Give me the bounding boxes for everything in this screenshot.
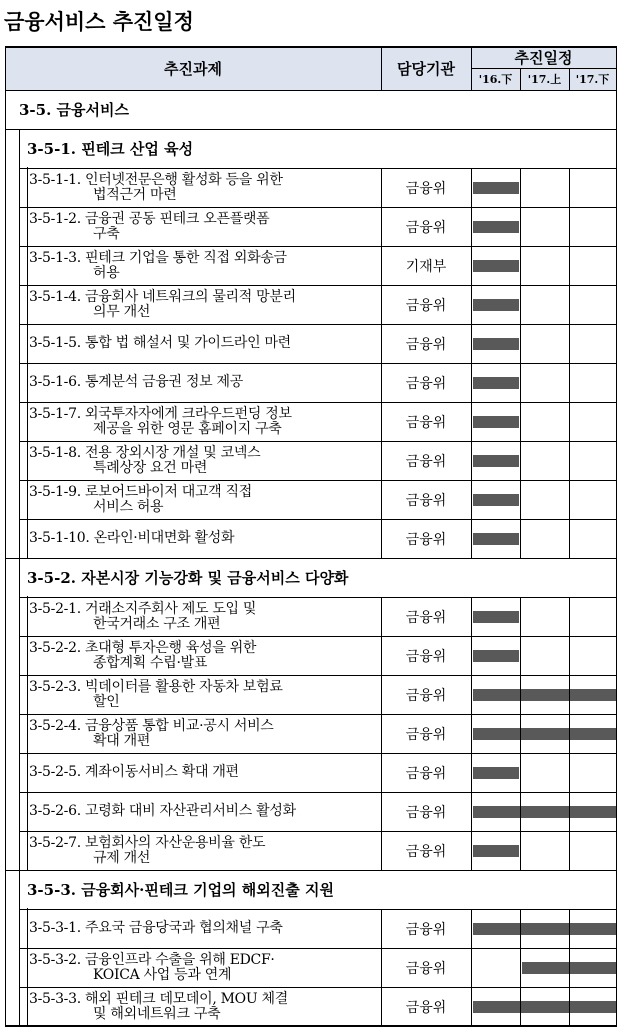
grid-line [19,402,20,441]
grid-line [520,441,521,480]
grid-line [520,675,521,714]
grid-line [27,285,28,324]
grid-line [19,753,20,792]
grid-line [27,636,28,675]
schedule-bar [473,845,519,857]
task-cell [27,987,379,1026]
schedule-bar [473,533,519,545]
grid-line [19,441,617,442]
grid-line [5,1025,617,1027]
grid-line [471,987,472,1026]
agency-cell: 금융위 [405,180,447,197]
grid-line [569,987,570,1026]
task-line: 의무 개선 [93,303,151,320]
grid-line [27,714,28,753]
grid-line [520,909,521,948]
task-line: 3-5-2-7. 보험회사의 자산운용비율 한도 [29,834,266,851]
grid-line [19,441,20,480]
header-task: 추진과제 [5,46,381,90]
grid-line [381,402,382,441]
grid-line [19,519,20,558]
task-line: 한국거래소 구조 개편 [93,615,221,632]
grid-line [381,675,382,714]
schedule-bar [473,455,519,467]
grid-line [19,285,20,324]
agency-cell: 금융위 [405,999,447,1016]
grid-line [471,168,472,207]
grid-line [381,246,382,285]
grid-line [19,363,617,364]
task-cell [27,519,379,558]
grid-line [19,168,617,169]
grid-line [27,324,28,363]
grid-line [520,480,521,519]
task-line: 제공을 위한 영문 홈페이지 구축 [93,420,282,437]
grid-line [381,909,382,948]
task-cell [27,714,379,753]
task-line: 법적근거 마련 [93,186,177,203]
schedule-bar [473,611,519,623]
schedule-table [0,46,620,1032]
grid-line [19,714,617,715]
grid-line [19,363,20,402]
task-line: 및 해외네트워크 구축 [93,1005,221,1022]
grid-line [520,597,521,636]
grid-line [19,246,20,285]
grid-line [520,636,521,675]
grid-line [381,753,382,792]
schedule-bar [473,1001,616,1013]
task-cell [27,909,379,948]
grid-line [19,792,617,793]
grid-line [569,597,570,636]
agency-cell: 금융위 [405,804,447,821]
grid-line [520,246,521,285]
schedule-bar [473,806,616,818]
task-line: 3-5-2-1. 거래소지주회사 제도 도입 및 [29,600,257,617]
grid-line [19,480,20,519]
agency-cell: 금융위 [405,648,447,665]
grid-line [381,597,382,636]
schedule-bar [473,260,519,272]
agency-cell: 금융위 [405,921,447,938]
grid-line [471,324,472,363]
schedule-bar [473,299,519,311]
grid-line [471,68,617,69]
section-heading: 3-5. 금융서비스 [19,101,129,119]
grid-line [520,324,521,363]
grid-line [471,402,472,441]
schedule-bar [473,728,616,740]
header-period: '16.下 [471,68,520,90]
grid-line [19,987,20,1026]
grid-line [520,402,521,441]
grid-line [569,948,570,987]
task-cell [27,441,379,480]
agency-cell: 금융위 [405,453,447,470]
grid-line [27,363,28,402]
schedule-bar [473,923,616,935]
grid-line [381,363,382,402]
grid-line [471,636,472,675]
schedule-bar [473,416,519,428]
grid-line [520,792,521,831]
task-cell [27,207,379,246]
agency-cell: 금융위 [405,843,447,860]
grid-line [19,636,617,637]
grid-line [19,168,20,207]
grid-line [471,831,472,870]
grid-line [5,129,617,130]
agency-cell: 금융위 [405,726,447,743]
task-line: 종합계획 수립·발표 [93,654,208,671]
schedule-bar [473,377,519,389]
grid-line [5,46,6,1026]
grid-line [471,363,472,402]
task-line: 3-5-3-1. 주요국 금융당국과 협의채널 구축 [29,920,283,936]
grid-line [381,168,382,207]
task-line: 3-5-1-6. 통계분석 금융권 정보 제공 [29,374,243,390]
grid-line [381,636,382,675]
task-line: 3-5-3-3. 해외 핀테크 데모데이, MOU 체결 [29,990,288,1007]
grid-line [19,675,617,676]
grid-line [19,285,617,286]
grid-line [471,909,472,948]
grid-line [381,714,382,753]
grid-line [569,168,570,207]
grid-line [381,792,382,831]
grid-line [616,46,617,1026]
grid-line [19,246,617,247]
task-line: 3-5-2-3. 빅데이터를 활용한 자동차 보험료 [29,678,283,695]
grid-line [27,402,28,441]
task-line: 규제 개선 [93,849,151,866]
grid-line [520,285,521,324]
grid-line [27,792,28,831]
grid-line [381,987,382,1026]
task-line: 3-5-2-4. 금융상품 통합 비교·공시 서비스 [29,717,274,734]
grid-line [19,597,20,636]
grid-line [381,441,382,480]
grid-line [569,831,570,870]
grid-line [19,402,617,403]
grid-line [381,831,382,870]
grid-line [19,792,20,831]
grid-line [569,402,570,441]
agency-cell: 금융위 [405,960,447,977]
grid-line [471,246,472,285]
grid-line [19,714,20,753]
grid-line [381,46,382,90]
grid-line [471,597,472,636]
grid-line [569,363,570,402]
agency-cell: 금융위 [405,531,447,548]
schedule-bar [473,650,519,662]
task-cell [27,324,379,363]
grid-line [19,948,20,987]
page-title: 금융서비스 추진일정 [4,10,194,34]
schedule-bar [473,689,616,701]
header-agency: 담당기관 [381,46,471,90]
grid-line [5,90,617,91]
grid-line [19,597,617,598]
grid-line [569,675,570,714]
task-cell [27,246,379,285]
task-line: 허용 [93,264,120,281]
header-schedule: 추진일정 [471,46,616,68]
task-cell [27,675,379,714]
grid-line [27,168,28,207]
task-cell [27,636,379,675]
grid-line [381,480,382,519]
grid-line [19,909,20,948]
grid-line [520,831,521,870]
grid-line [471,792,472,831]
grid-line [569,753,570,792]
grid-line [569,285,570,324]
agency-cell: 금융위 [405,609,447,626]
task-cell [27,948,379,987]
grid-line [381,519,382,558]
task-line: 3-5-3-2. 금융인프라 수출을 위해 EDCF· [29,951,275,968]
grid-line [19,129,20,168]
agency-cell: 금융위 [405,336,447,353]
grid-line [27,441,28,480]
grid-line [27,948,28,987]
task-line: 3-5-2-5. 계좌이동서비스 확대 개편 [29,764,239,780]
agency-cell: 금융위 [405,765,447,782]
grid-line [19,753,617,754]
grid-line [5,558,617,559]
grid-line [27,246,28,285]
grid-line [471,285,472,324]
grid-line [19,831,617,832]
task-line: 3-5-1-10. 온라인·비대면화 활성화 [29,530,235,546]
task-line: 서비스 허용 [93,498,164,515]
grid-line [19,480,617,481]
task-line: 할인 [93,693,120,710]
agency-cell: 기재부 [405,258,447,275]
grid-line [569,792,570,831]
task-cell [27,792,379,831]
grid-line [569,68,570,90]
grid-line [569,480,570,519]
grid-line [471,714,472,753]
grid-line [19,207,20,246]
schedule-bar [473,494,519,506]
grid-line [27,987,28,1026]
grid-line [19,675,20,714]
grid-line [27,519,28,558]
grid-line [19,207,617,208]
grid-line [569,441,570,480]
grid-line [471,46,472,90]
task-line: 3-5-1-4. 금융회사 네트워크의 물리적 망분리 [29,288,296,305]
task-cell [27,285,379,324]
grid-line [569,207,570,246]
task-cell [27,402,379,441]
grid-line [19,519,617,520]
task-line: 3-5-1-3. 핀테크 기업을 통한 직접 외화송금 [29,249,287,266]
grid-line [5,870,617,871]
grid-line [19,870,20,909]
grid-line [569,324,570,363]
task-cell [27,597,379,636]
task-cell [27,753,379,792]
schedule-bar [473,338,519,350]
task-line: 3-5-1-7. 외국투자자에게 크라우드펀딩 정보 [29,405,292,422]
task-line: 3-5-1-9. 로보어드바이저 대고객 직접 [29,483,253,500]
grid-line [19,558,20,597]
task-cell [27,480,379,519]
grid-line [27,480,28,519]
header-period: '17.上 [520,68,569,90]
agency-cell: 금융위 [405,297,447,314]
grid-line [381,285,382,324]
grid-line [27,909,28,948]
grid-line [19,324,617,325]
grid-line [19,324,20,363]
task-cell [27,168,379,207]
grid-line [569,246,570,285]
subsection-heading: 3-5-2. 자본시장 기능강화 및 금융서비스 다양화 [27,569,349,587]
grid-line [27,831,28,870]
grid-line [5,46,617,48]
task-line: KOICA 사업 등과 연계 [93,966,232,983]
task-line: 구축 [93,225,120,242]
task-line: 3-5-1-1. 인터넷전문은행 활성화 등을 위한 [29,171,283,188]
grid-line [19,987,617,988]
task-line: 3-5-1-2. 금융권 공동 핀테크 오픈플랫폼 [29,210,270,227]
task-cell [27,363,379,402]
grid-line [471,948,472,987]
agency-cell: 금융위 [405,219,447,236]
task-line: 3-5-1-8. 전용 장외시장 개설 및 코넥스 [29,444,261,461]
grid-line [520,168,521,207]
subsection-heading: 3-5-1. 핀테크 산업 육성 [27,140,194,158]
grid-line [471,441,472,480]
grid-line [569,714,570,753]
grid-line [27,597,28,636]
grid-line [520,714,521,753]
subsection-heading: 3-5-3. 금융회사·핀테크 기업의 해외진출 지원 [27,881,334,899]
grid-line [19,909,617,910]
grid-line [520,519,521,558]
task-line: 3-5-2-6. 고령화 대비 자산관리서비스 활성화 [29,803,296,819]
task-line: 3-5-1-5. 통합 법 해설서 및 가이드라인 마련 [29,335,291,351]
task-cell [27,831,379,870]
grid-line [569,909,570,948]
agency-cell: 금융위 [405,492,447,509]
header-period: '17.下 [569,68,616,90]
grid-line [381,948,382,987]
grid-line [471,480,472,519]
grid-line [27,753,28,792]
grid-line [19,948,617,949]
grid-line [569,636,570,675]
grid-line [471,675,472,714]
agency-cell: 금융위 [405,414,447,431]
task-line: 확대 개편 [93,732,151,749]
grid-line [520,363,521,402]
task-line: 특례상장 요건 마련 [93,459,208,476]
grid-line [520,207,521,246]
grid-line [520,68,521,90]
grid-line [471,519,472,558]
grid-line [520,987,521,1026]
grid-line [381,207,382,246]
grid-line [19,831,20,870]
grid-line [27,675,28,714]
grid-line [27,207,28,246]
grid-line [471,207,472,246]
grid-line [520,948,521,987]
schedule-bar [473,221,519,233]
agency-cell: 금융위 [405,375,447,392]
schedule-bar [473,767,519,779]
grid-line [381,324,382,363]
grid-line [569,519,570,558]
task-line: 3-5-2-2. 초대형 투자은행 육성을 위한 [29,639,257,656]
grid-line [520,753,521,792]
grid-line [471,753,472,792]
grid-line [19,636,20,675]
agency-cell: 금융위 [405,687,447,704]
schedule-bar [473,182,519,194]
